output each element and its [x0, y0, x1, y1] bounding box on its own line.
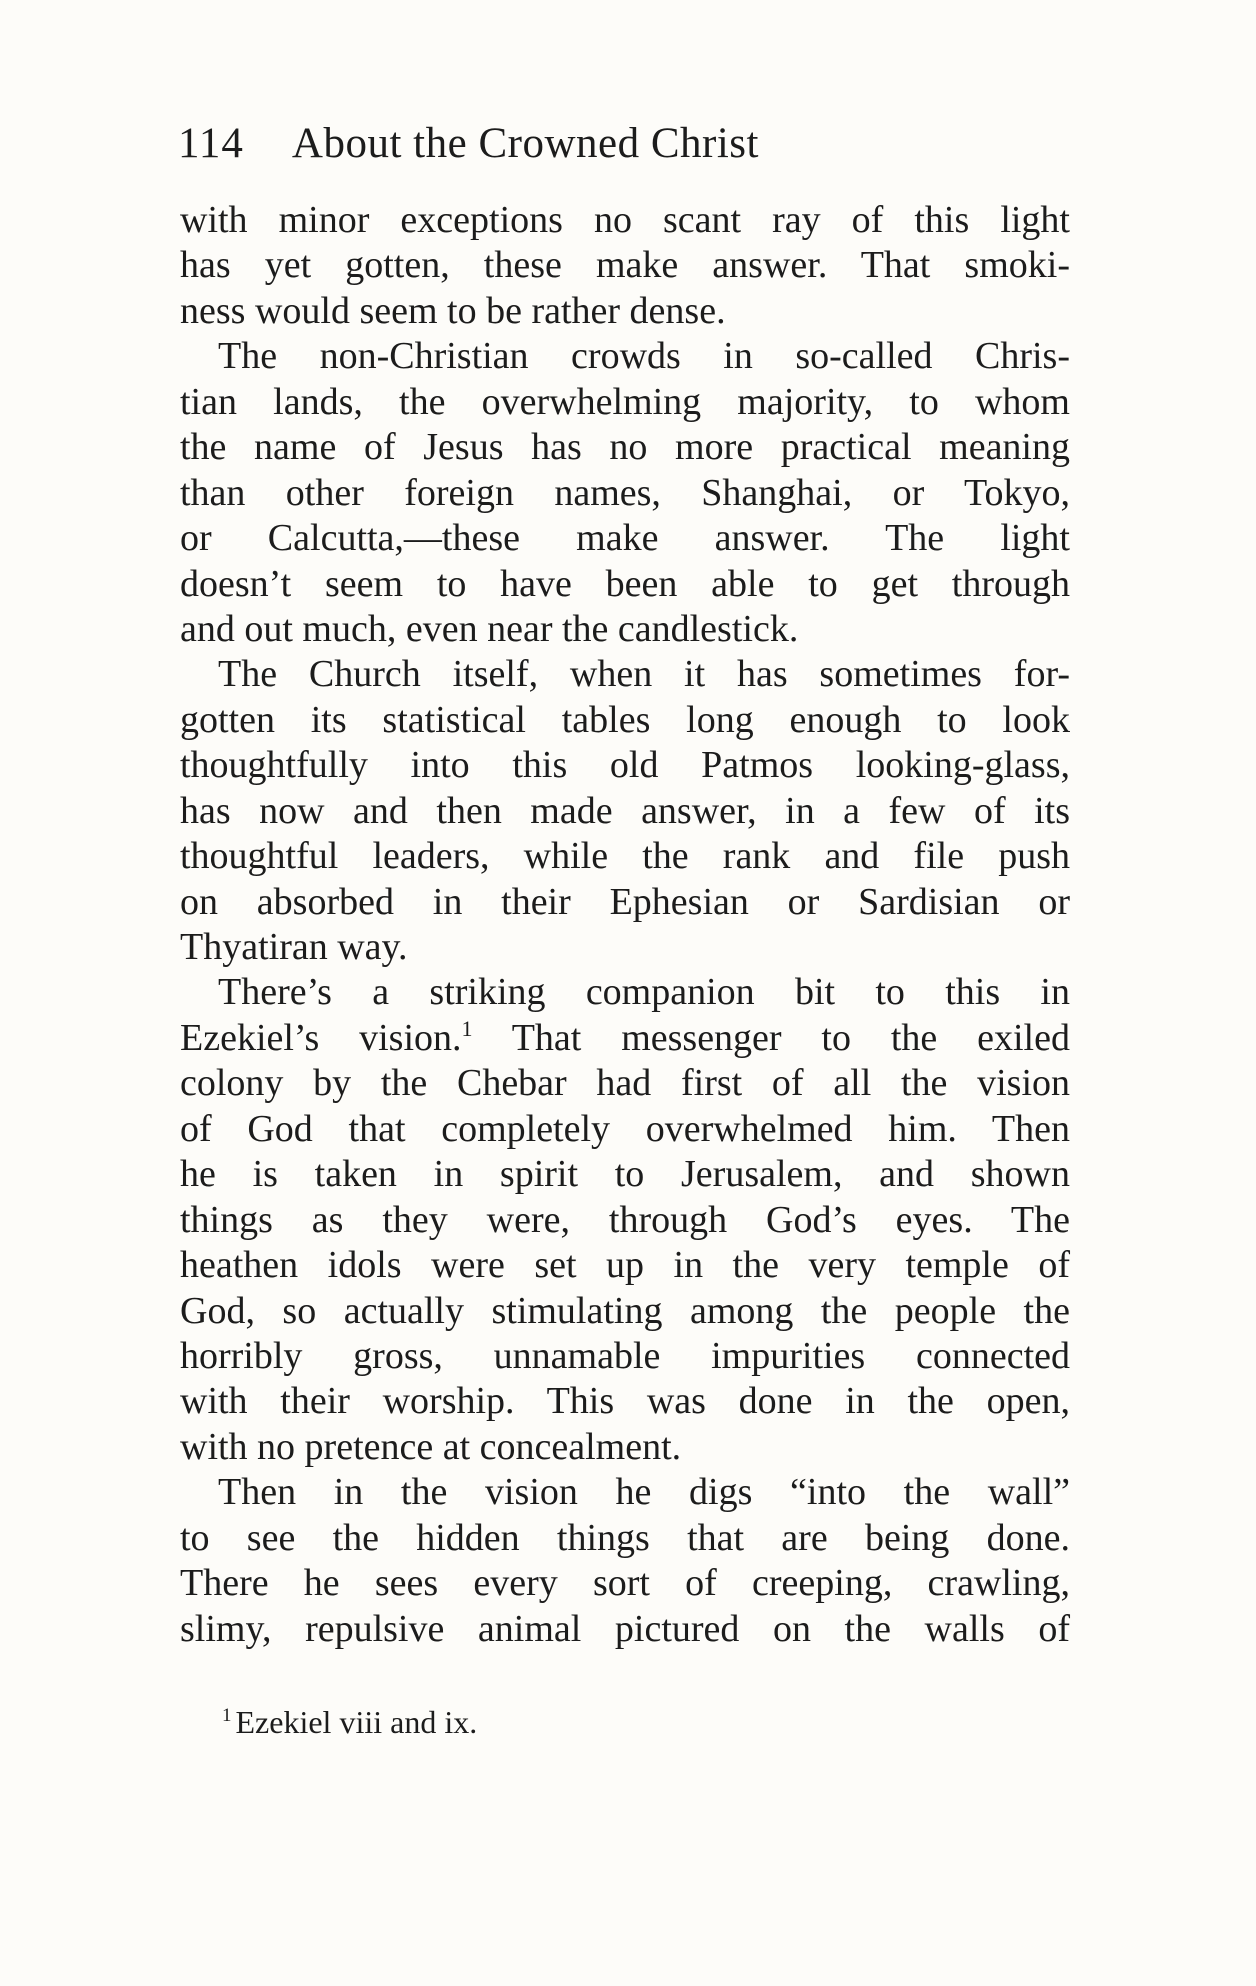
text-line: he is taken in spirit to Jerusalem, and shown [180, 1153, 1070, 1196]
text-line: the name of Jesus has no more practical meaning [180, 426, 1070, 469]
text-line: on absorbed in their Ephesian or Sardisian or [180, 880, 1070, 923]
page-number: 114 [178, 120, 244, 167]
footnote-ref[interactable]: 1 [461, 1015, 473, 1041]
paragraph-first-line: The non-Christian crowds in so-called Chris- [218, 335, 1070, 378]
text-line: with minor exceptions no scant ray of this light [180, 199, 1070, 241]
line-start: Ezekiel’s vision. [180, 1016, 462, 1059]
text-line: doesn’t seem to have been able to get through [180, 562, 1070, 605]
footnote [222, 1702, 477, 1742]
text-line: heathen idols were set up in the very temple of [180, 1244, 1070, 1287]
text-line: with no pretence at concealment. [180, 1425, 682, 1468]
line-end: That messenger to the exiled [511, 1016, 1070, 1059]
text-line: of God that completely overwhelmed him. Then [180, 1107, 1070, 1150]
text-line: with their worship. This was done in the open, [180, 1380, 1070, 1423]
text-line: God, so actually stimulating among the people the [180, 1289, 1070, 1332]
text-line: and out much, even near the candlestick. [180, 607, 799, 650]
text-line-with-footnote-ref [180, 1016, 1070, 1061]
running-head [178, 118, 759, 170]
text-line: or Calcutta,—these make answer. The light [180, 517, 1070, 560]
text-line: has yet gotten, these make answer. That smoki- [180, 244, 1070, 287]
running-title: About the Crowned Christ [291, 120, 759, 167]
body-text [180, 198, 1070, 1652]
text-line: has now and then made answer, in a few of its [180, 789, 1070, 832]
paragraph-first-line: There’s a striking companion bit to this in [218, 971, 1070, 1014]
footnote-mark: 1 [222, 1705, 232, 1726]
text-line: thoughtfully into this old Patmos looking-glass, [180, 744, 1070, 787]
footnote-text: Ezekiel viii and ix. [235, 1704, 478, 1740]
text-line: horribly gross, unnamable impurities connected [180, 1334, 1070, 1377]
text-line: Thyatiran way. [180, 926, 408, 968]
text-line: things as they were, through God’s eyes. The [180, 1198, 1070, 1241]
text-line: ness would seem to be rather dense. [180, 289, 726, 332]
text-line: There he sees every sort of creeping, crawling, [180, 1562, 1070, 1605]
text-line: thoughtful leaders, while the rank and file push [180, 835, 1070, 878]
text-line: colony by the Chebar had first of all the vision [180, 1062, 1070, 1105]
text-line: slimy, repulsive animal pictured on the walls of [180, 1607, 1070, 1650]
text-line: than other foreign names, Shanghai, or Tokyo, [180, 471, 1070, 514]
paragraph-first-line: Then in the vision he digs “into the wall” [218, 1471, 1070, 1514]
text-line: tian lands, the overwhelming majority, to whom [180, 380, 1070, 423]
text-line: gotten its statistical tables long enough to look [180, 698, 1070, 741]
paragraph-first-line: The Church itself, when it has sometimes for- [218, 653, 1070, 696]
text-line: to see the hidden things that are being done. [180, 1516, 1070, 1559]
